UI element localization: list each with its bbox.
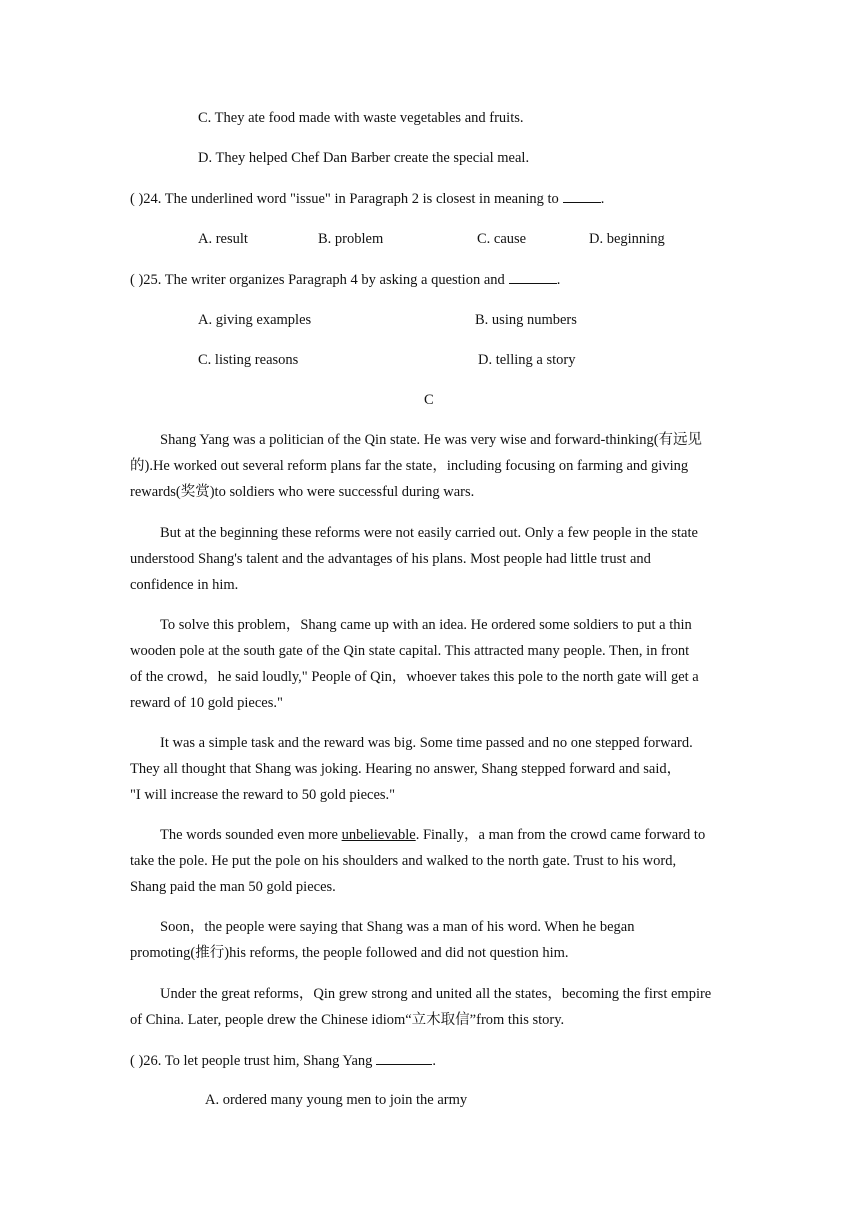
passage-p7-line2: of China. Later, people drew the Chinese idiom“立木取信”from this story.	[130, 1012, 565, 1028]
underlined-word: unbelievable	[341, 827, 416, 843]
q26-option-a: A. ordered many young men to join the army	[205, 1092, 468, 1108]
q24-option-c: C. cause	[477, 231, 527, 247]
answer-blank	[509, 270, 557, 284]
passage-p2-line1: But at the beginning these reforms were not easily carried out. Only a few people in the state	[160, 525, 698, 541]
q24-option-a: A. result	[198, 231, 248, 247]
q24-option-d: D. beginning	[589, 231, 665, 247]
q25-option-d: D. telling a story	[478, 352, 576, 368]
q25-option-a: A. giving examples	[198, 312, 312, 328]
q25-option-c: C. listing reasons	[198, 352, 299, 368]
q26-stem	[130, 1051, 436, 1070]
passage-p4-line1: It was a simple task and the reward was big. Some time passed and no one stepped forward.	[160, 735, 693, 751]
text-run: The words sounded even more	[160, 827, 342, 843]
q25-stem	[130, 270, 560, 289]
text-run: . Finally，a man from the crowd came forward to	[415, 827, 706, 843]
question-end: .	[600, 191, 605, 207]
passage-p6-line1: Soon，the people were saying that Shang was a man of his word. When he began	[160, 919, 635, 935]
passage-p3-line2: wooden pole at the south gate of the Qin state capital. This attracted many people. Then, in front	[130, 643, 690, 659]
passage-p4-line3: "I will increase the reward to 50 gold pieces."	[130, 787, 396, 803]
passage-p3-line4: reward of 10 gold pieces."	[130, 695, 283, 711]
answer-paren: ( )	[130, 1053, 144, 1069]
passage-p5-line3: Shang paid the man 50 gold pieces.	[130, 879, 336, 895]
passage-p7-line1: Under the great reforms，Qin grew strong and united all the states，becoming the first empire	[160, 986, 712, 1002]
question-text: 24. The underlined word "issue" in Paragraph 2 is closest in meaning to	[143, 191, 559, 207]
passage-p5-line2: take the pole. He put the pole on his shoulders and walked to the north gate. Trust to his word,	[130, 853, 677, 869]
answer-blank	[376, 1051, 432, 1065]
section-heading: C	[424, 392, 434, 408]
q25-option-b: B. using numbers	[475, 312, 577, 328]
passage-p3-line1: To solve this problem，Shang came up with an idea. He ordered some soldiers to put a thin	[160, 617, 692, 633]
question-text: 26. To let people trust him, Shang Yang	[143, 1053, 373, 1069]
passage-p5-line1	[160, 826, 705, 844]
passage-p3-line3: of the crowd，he said loudly," People of Qin，whoever takes this pole to the north gate will get a	[130, 669, 699, 685]
answer-paren: ( )	[130, 191, 144, 207]
passage-p1-line3: rewards(奖赏)to soldiers who were successful during wars.	[130, 484, 475, 500]
question-end: .	[556, 272, 561, 288]
passage-p4-line2: They all thought that Shang was joking. Hearing no answer, Shang stepped forward and said，	[130, 761, 682, 777]
passage-p2-line2: understood Shang's talent and the advantages of his plans. Most people had little trust and	[130, 551, 651, 567]
passage-p1-line1: Shang Yang was a politician of the Qin state. He was very wise and forward-thinking(有远见	[160, 432, 703, 448]
q24-stem	[130, 189, 604, 208]
passage-p2-line3: confidence in him.	[130, 577, 239, 593]
q24-option-b: B. problem	[318, 231, 384, 247]
answer-paren: ( )	[130, 272, 144, 288]
passage-p1-line2: 的).He worked out several reform plans far the state，including focusing on farming and giving	[130, 458, 689, 474]
q23-option-d: D. They helped Chef Dan Barber create the special meal.	[198, 150, 530, 166]
answer-blank	[563, 189, 601, 203]
q23-option-c: C. They ate food made with waste vegetables and fruits.	[198, 110, 524, 126]
question-end: .	[432, 1053, 437, 1069]
passage-p6-line2: promoting(推行)his reforms, the people followed and did not question him.	[130, 945, 569, 961]
question-text: 25. The writer organizes Paragraph 4 by asking a question and	[143, 272, 505, 288]
